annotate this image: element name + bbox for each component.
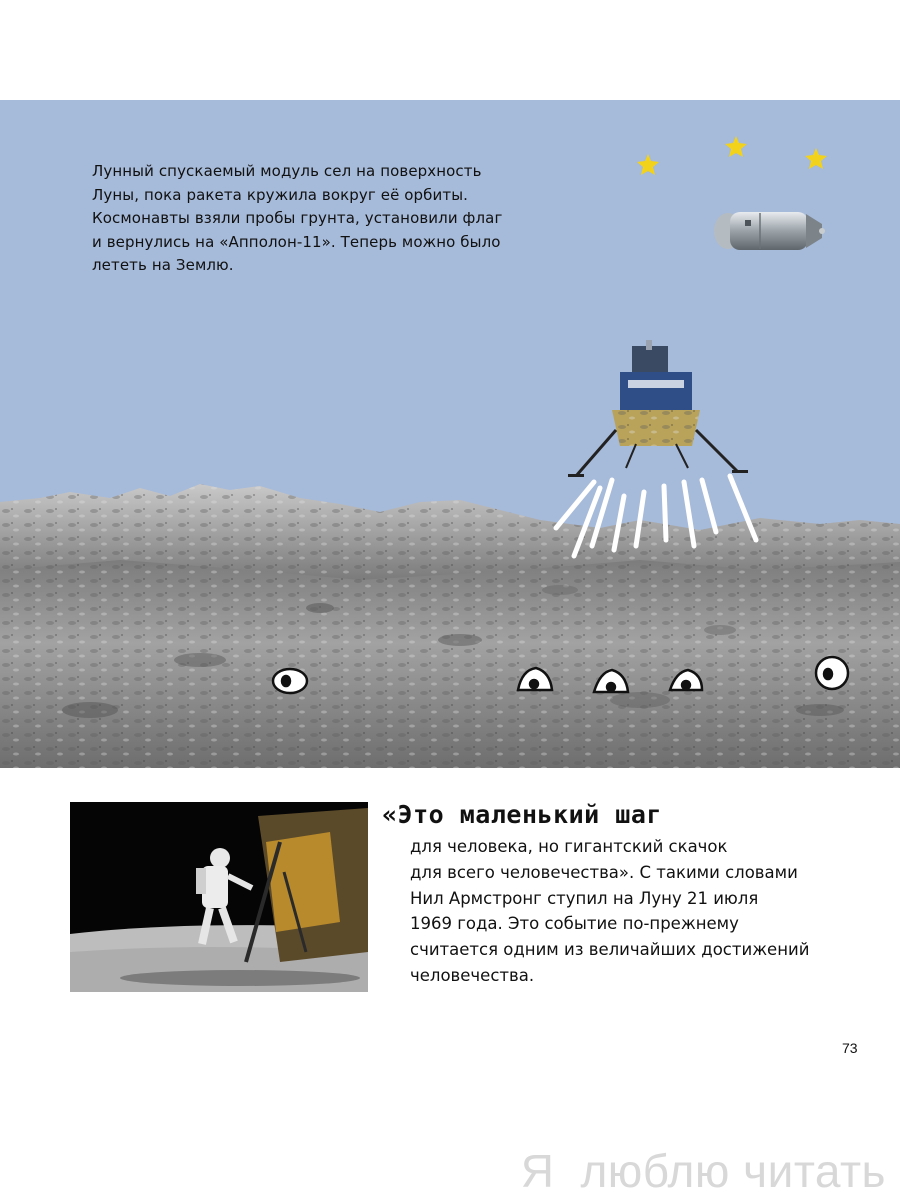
lunar-ground xyxy=(0,560,900,768)
quote-line: считается одним из величайших достижений xyxy=(410,940,810,960)
watermark-right: люблю читать xyxy=(580,1145,886,1197)
quote-heading: «Это маленький шаг xyxy=(382,800,662,829)
quote-line: человечества. xyxy=(410,965,535,985)
quote-line: для человека, но гигантский скачок xyxy=(410,837,728,856)
command-module-icon xyxy=(714,212,825,250)
quote-line: для всего человечества». С такими словами xyxy=(410,862,798,882)
lunar-lander-icon xyxy=(568,340,748,477)
watermark xyxy=(521,1144,886,1198)
intro-paragraph: Лунный спускаемый модуль сел на поверхность Луны, пока ракета кружила вокруг её орбиты. Космонавты взяли пробы грунта, установили флаг и вернулись на «Апполон-11». Теперь можно было лететь на Землю. xyxy=(92,162,503,274)
watermark-left: Я xyxy=(520,1145,555,1197)
quote-paragraph xyxy=(410,834,870,989)
page-number: 73 xyxy=(842,1040,858,1056)
armstrong-photo xyxy=(70,802,368,992)
quote-line: 1969 года. Это событие по-прежнему xyxy=(410,914,739,934)
quote-line: Нил Армстронг ступил на Луну 21 июля xyxy=(410,888,759,908)
star-icon xyxy=(637,136,827,175)
